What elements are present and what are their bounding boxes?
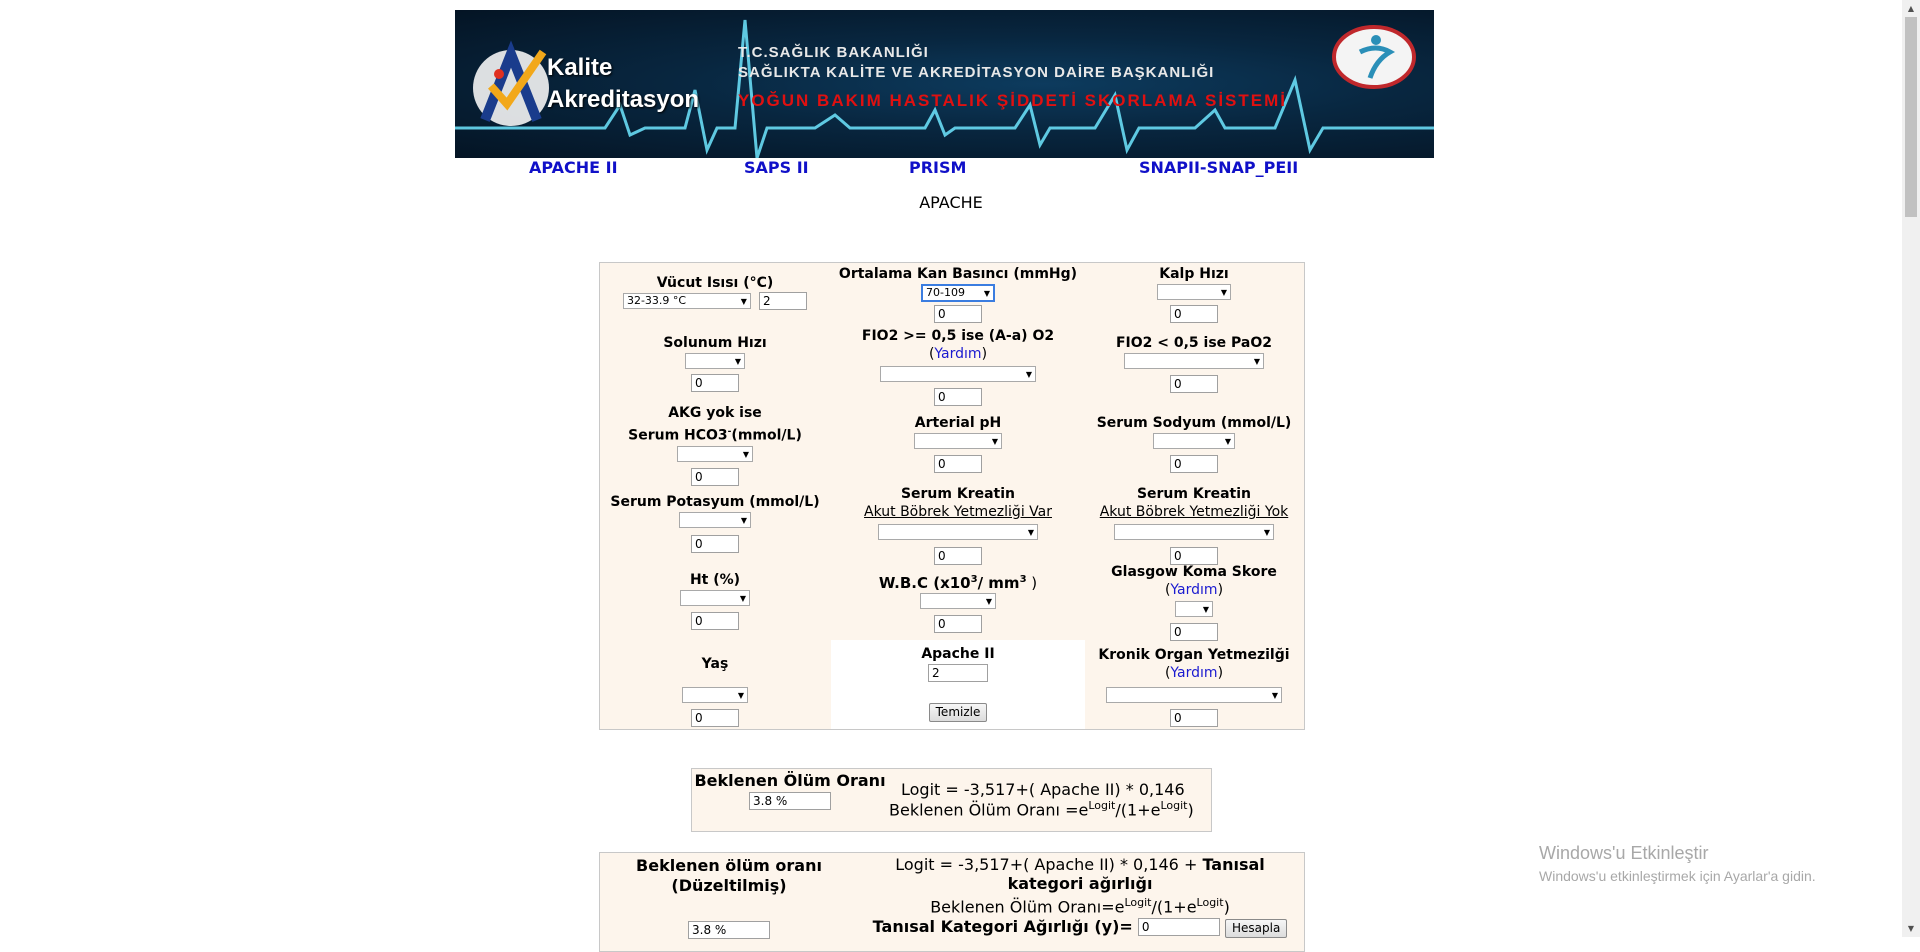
logo-text-kalite: Kalite: [547, 54, 613, 81]
mortality-label: Beklenen Ölüm Oranı: [694, 771, 886, 790]
kronik-input[interactable]: 0: [1170, 709, 1218, 727]
kreatin-yok-select[interactable]: [1114, 524, 1274, 540]
help-text: (Yardım): [1164, 582, 1224, 598]
field-label: Serum Potasyum (mmol/L): [610, 494, 820, 510]
field-label: Ortalama Kan Basıncı (mmHg): [838, 266, 1078, 282]
weight-label: Tanısal Kategori Ağırlığı (y)=: [872, 917, 1133, 937]
scrollbar-thumb[interactable]: [1905, 17, 1917, 217]
adjusted-formula-2: Beklenen Ölüm $Oranı=e^{Logit}/(1+e^{Logit})$: [930, 896, 1230, 917]
field-label: Ht (%): [689, 572, 741, 588]
field-fio2-ge: [830, 327, 1086, 407]
ht-select[interactable]: [680, 590, 750, 606]
field-label: FIO2 < 0,5 ise PaO2: [1115, 335, 1273, 351]
wbc-select[interactable]: [920, 593, 996, 609]
adjusted-formula-1: Logit = -3,517+( Apache II) * 0,146 + Tanısal: [895, 855, 1265, 874]
kalp-hizi-select[interactable]: [1157, 284, 1231, 300]
header-banner: [455, 10, 1434, 158]
ortalama-kan-select[interactable]: 70-109 ▼: [921, 284, 995, 302]
field-label: Serum Sodyum (mmol/L): [1096, 415, 1292, 431]
field-label-2: Serum HCO3-(mmol/L): [628, 427, 802, 444]
nav-snap-link[interactable]: SNAPII-SNAP_PEII: [1139, 158, 1299, 177]
vertical-scrollbar[interactable]: [1902, 0, 1920, 937]
help-link[interactable]: Yardım: [1170, 582, 1218, 598]
field-akg-hco3: [605, 404, 825, 487]
field-vucut-isisi: [605, 274, 825, 312]
scroll-up-icon[interactable]: ▲: [1907, 4, 1915, 13]
field-label: Solunum Hızı: [663, 335, 767, 351]
mortality-formula-1: Logit = -3,517+( Apache II) * 0,146: [901, 780, 1185, 799]
field-kreatin-yok: [1088, 485, 1300, 566]
potasyum-select[interactable]: [679, 512, 751, 528]
banner-department-title: SAĞLIKTA KALİTE VE AKREDİTASYON DAİRE BAŞKANLIĞI: [738, 64, 1215, 81]
field-label: FIO2 >= 0,5 ise (A-a) O2: [861, 328, 1055, 344]
field-apache2-score: [831, 645, 1085, 722]
ph-select[interactable]: [914, 433, 1002, 449]
yas-select[interactable]: [682, 687, 748, 703]
logo-text-akreditasyon: Akreditasyon: [547, 86, 700, 113]
field-kronik-organ: [1088, 646, 1300, 728]
windows-activation-text: Windows'u etkinleştirmek için Ayarlar'a gidin.: [1539, 868, 1816, 884]
field-label: Glasgow Koma Skore: [1111, 564, 1277, 580]
field-label: Serum Kreatin: [1136, 486, 1252, 502]
yas-input[interactable]: 0: [691, 709, 739, 727]
vucut-isisi-select[interactable]: 32-33.9 °C ▼: [623, 293, 751, 309]
ministry-logo: [1330, 22, 1418, 92]
help-text: (Yardım): [1164, 665, 1224, 681]
sodyum-select[interactable]: [1153, 433, 1235, 449]
scroll-down-icon[interactable]: ▼: [1907, 924, 1915, 933]
field-ortalama-kan-basinci: [830, 265, 1086, 324]
adjusted-label-1: Beklenen ölüm oranı: [636, 856, 822, 875]
sodyum-input[interactable]: 0: [1170, 455, 1218, 473]
windows-activation-title: Windows'u Etkinleştir: [1539, 843, 1709, 863]
field-kreatin-var: [830, 485, 1086, 566]
field-label: Arterial pH: [914, 415, 1002, 431]
apache2-score-input[interactable]: 2: [928, 664, 988, 682]
weight-input[interactable]: 0: [1138, 918, 1220, 936]
adjusted-label-2: (Düzeltilmiş): [671, 876, 787, 895]
wbc-input[interactable]: 0: [934, 615, 982, 633]
fio2-lt-select[interactable]: [1124, 353, 1264, 369]
apache2-label: Apache II: [921, 646, 995, 662]
help-link[interactable]: Yardım: [934, 346, 982, 362]
akg-select[interactable]: [677, 446, 753, 462]
nav-apache2-link[interactable]: APACHE II: [529, 158, 618, 177]
field-serum-potasyum: [605, 493, 825, 554]
ht-input[interactable]: 0: [691, 612, 739, 630]
banner-ministry-title: T.C.SAĞLIK BAKANLIĞI: [738, 44, 929, 61]
clear-button[interactable]: Temizle: [929, 703, 988, 722]
mortality-input[interactable]: 3.8 %: [749, 792, 831, 810]
kronik-select[interactable]: [1106, 687, 1282, 703]
field-solunum-hizi: [605, 334, 825, 393]
field-label: Serum Kreatin: [900, 486, 1016, 502]
field-label: Kronik Organ Yetmezilği: [1098, 647, 1290, 663]
kreatin-var-input[interactable]: 0: [934, 547, 982, 565]
field-yas: [605, 655, 825, 728]
kreatin-var-select[interactable]: [878, 524, 1038, 540]
calculate-button[interactable]: Hesapla: [1225, 919, 1287, 938]
adjusted-mortality-input[interactable]: 3.8 %: [688, 921, 770, 939]
field-glasgow: [1088, 563, 1300, 642]
potasyum-input[interactable]: 0: [691, 535, 739, 553]
field-label: Yaş: [701, 656, 729, 672]
kreatin-yok-input[interactable]: 0: [1170, 547, 1218, 565]
solunum-input[interactable]: 0: [691, 374, 739, 392]
fio2-ge-input[interactable]: 0: [934, 388, 982, 406]
mortality-label-group: [692, 771, 888, 811]
fio2-ge-select[interactable]: [880, 366, 1036, 382]
page-title: APACHE: [919, 193, 983, 212]
field-wbc: [830, 570, 1086, 634]
help-link[interactable]: Yardım: [1170, 665, 1218, 681]
nav-saps2-link[interactable]: SAPS II: [744, 158, 809, 177]
field-label: Vücut Isısı (°C): [656, 275, 774, 291]
field-label: Kalp Hızı: [1159, 266, 1229, 282]
fio2-lt-input[interactable]: 0: [1170, 375, 1218, 393]
akg-input[interactable]: 0: [691, 468, 739, 486]
field-sublabel: Akut Böbrek Yetmezliği Var: [864, 504, 1052, 520]
field-sublabel: Akut Böbrek Yetmezliği Yok: [1099, 504, 1289, 520]
mortality-formula-2: Beklenen Ölüm Oranı $=e^{Logit}/(1+e^{Logit})$: [889, 799, 1194, 820]
field-serum-sodyum: [1088, 414, 1300, 474]
kalp-hizi-input[interactable]: 0: [1170, 305, 1218, 323]
field-kalp-hizi: [1088, 265, 1300, 324]
ph-input[interactable]: 0: [934, 455, 982, 473]
field-fio2-lt: [1088, 334, 1300, 394]
field-arterial-ph: [830, 414, 1086, 474]
help-text: (Yardım): [928, 346, 988, 362]
vucut-isisi-input[interactable]: 2: [759, 292, 807, 310]
banner-system-title: YOĞUN BAKIM HASTALIK ŞİDDETİ SKORLAMA SİSTEMİ: [738, 91, 1287, 110]
ortalama-kan-input[interactable]: 0: [934, 305, 982, 323]
nav-prism-link[interactable]: PRISM: [909, 158, 967, 177]
adjusted-formula-group: [860, 855, 1300, 938]
field-ht: [605, 571, 825, 631]
adjusted-formula-1b: kategori ağırlığı: [1007, 874, 1153, 893]
field-label: AKG yok ise: [668, 405, 762, 421]
glasgow-input[interactable]: 0: [1170, 623, 1218, 641]
solunum-select[interactable]: [685, 353, 745, 369]
kalite-akreditasyon-logo: [463, 24, 663, 144]
adjusted-label-group: [605, 856, 853, 940]
glasgow-select[interactable]: [1175, 601, 1213, 617]
field-label: W.B.C ($x10^3/$ $mm^3$ ): [878, 574, 1038, 592]
